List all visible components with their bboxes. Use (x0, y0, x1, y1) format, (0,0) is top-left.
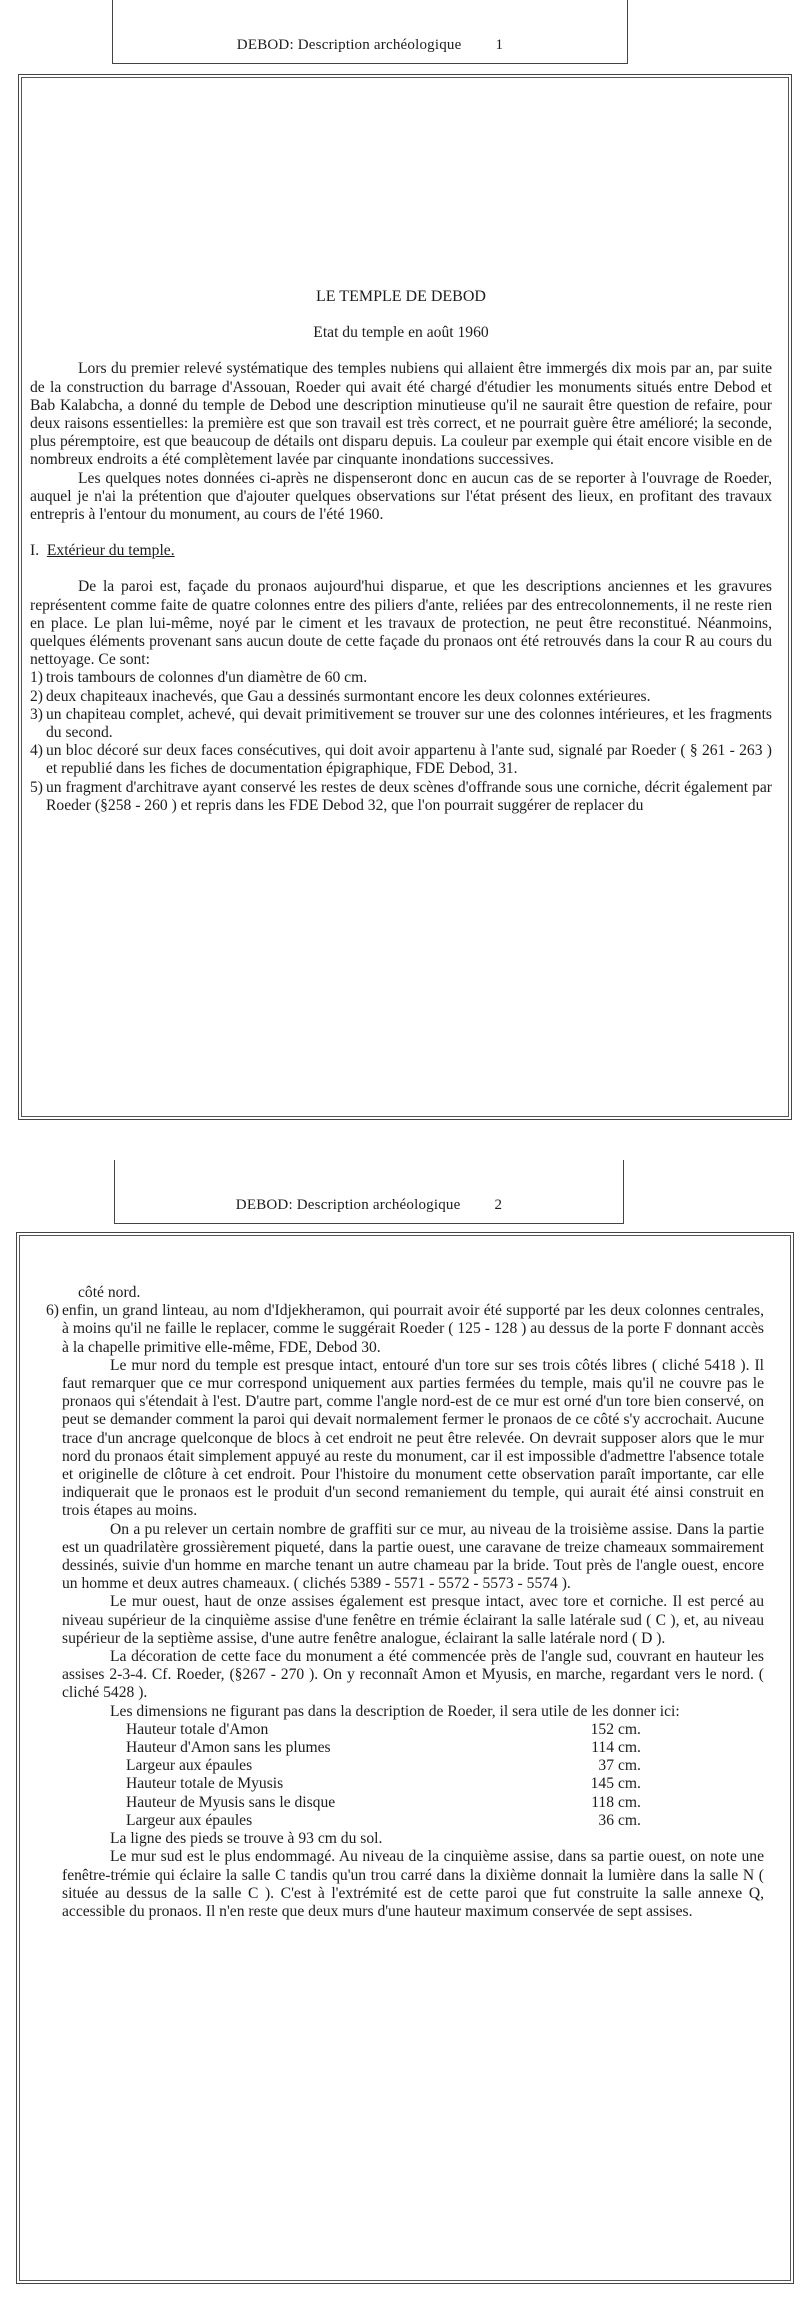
paragraph: On a pu relever un certain nombre de graffiti sur ce mur, au niveau de la troisième assise. Dans la partie est un quadrilatère grossièrement piqueté, dans la partie ouest, une caravane de treize chameaux sommairement dessinés, suivie d'un homme en marche tenant un autre chameau par la bride. Tout près de l'angle ouest, encore un homme et deux autres chameaux. ( clichés 5389 - 5571 - 5572 - 5573 - 5574 ). (62, 1520, 764, 1593)
section-title: Extérieur du temple. (46, 542, 175, 560)
list-item: 6) enfin, un grand linteau, au nom d'Idjekheramon, qui pourrait avoir été supporté par les deux colonnes centrales, à moins qu'il ne faille le replacer, comme le suggérait Roeder ( 125 - 128 ) au dessus de la porte F donnant accès à la chapelle primitive elle-même, FDE, Debod 30. (46, 1302, 764, 1356)
table-row: Hauteur totale d'Amon 152 cm. (126, 1720, 641, 1738)
header-title: DEBOD: Description archéologique (236, 37, 462, 53)
dimensions-table (126, 1721, 641, 1830)
paragraph: côté nord. (78, 1284, 141, 1301)
list-item: 2) deux chapiteaux inachevés, que Gau a dessinés surmontant encore les deux colonnes extérieures. (30, 687, 651, 705)
page-2-body (46, 1284, 764, 1921)
paragraph: Lors du premier relevé systématique des temples nubiens qui allaient être immergés dix mois par an, par suite de la construction du barrage d'Assouan, Roeder qui avait été chargé d'étudier les monuments situés entre Debod et Bab Kalabcha, a donné du temple de Debod une description minutieuse qu'il ne saurait être question de refaire, pour deux raisons essentielles: la première est que son travail est très correct, et ne pourrait guère être amélioré; la seconde, plus péremptoire, est que beaucoup de détails ont disparu depuis. La couleur par exemple qui était encore visible en de nombreux endroits a été complètement lavée par cinquante inondations successives. (30, 360, 772, 469)
list-item: 1) trois tambours de colonnes d'un diamètre de 60 cm. (30, 669, 368, 687)
page-number: 1 (495, 37, 504, 53)
paragraph: Le mur ouest, haut de onze assises également est presque intact, avec tore et corniche. Il est percé au niveau supérieur de la cinquième assise d'une fenêtre en trémie éclairant la salle latérale sud ( C ), et, au niveau supérieur de la septième assise, d'une autre fenêtre analogue, éclairant la salle latérale nord ( D ). (62, 1593, 764, 1647)
header-title: DEBOD: Description archéologique (235, 1197, 461, 1213)
paragraph: La décoration de cette face du monument a été commencée près de l'angle sud, couvrant en hauteur les assises 2-3-4. Cf. Roeder, (§267 - 270 ). On y reconnaît Amon et Myusis, en marche, regardant vers le nord. ( cliché 5428 ). (62, 1648, 764, 1702)
document-subtitle: Etat du temple en août 1960 (313, 324, 489, 342)
document-title: LE TEMPLE DE DEBOD (316, 288, 486, 305)
paragraph: Le mur nord du temple est presque intact, entouré d'un tore sur ses trois côtés libres ( cliché 5418 ). Il faut remarquer que ce mur correspond uniquement aux parties fermées du temple, mais qu'il ne couvre pas le pronaos qui s'étendait à l'est. D'autre part, comme l'angle nord-est de ce mur est orné d'un tore bien conservé, on peut se demander comment la paroi qui devait normalement fermer le pronaos de ce côté s'y accrochait. Aucune trace d'un ancrage quelconque de blocs à cet endroit ne peut être relevée. On devrait supposer alors que le mur nord du pronaos était simplement appuyé au reste du monument, car il est impossible d'admettre l'absence totale et originelle de clôture à cet endroit. Pour l'histoire du monument cette observation paraît importante, car elle indiquerait que le pronaos est le produit d'un second remaniement du temple, qui aurait été ainsi construit en trois étapes au moins. (62, 1356, 764, 1520)
list-item: 4) un bloc décoré sur deux faces consécutives, qui doit avoir appartenu à l'ante sud, signalé par Roeder ( § 261 - 263 ) et republié dans les fiches de documentation épigraphique, FDE Debod, 31. (30, 742, 772, 778)
page-header (114, 1160, 624, 1224)
item-list (30, 669, 772, 815)
item-list (46, 1302, 764, 1357)
table-row: Largeur aux épaules 37 cm. (126, 1757, 641, 1775)
table-row: Largeur aux épaules 36 cm. (126, 1811, 641, 1829)
page-1 (0, 0, 800, 1130)
paragraph: Les quelques notes données ci-après ne dispenseront donc en aucun cas de se reporter à l'ouvrage de Roeder, auquel je n'ai la prétention que d'ajouter quelques observations sur l'état présent des lieux, en profitant des travaux entrepris à l'entour du monument, au cours de l'été 1960. (30, 469, 772, 524)
page-2 (0, 1160, 800, 2298)
section-number: I. (30, 542, 40, 560)
list-item: 3) un chapiteau complet, achevé, qui devait primitivement se trouver sur une des colonnes intérieures, et les fragments du second. (30, 705, 772, 742)
section-heading (30, 542, 772, 560)
paragraph: La ligne des pieds se trouve à 93 cm du sol. (110, 1830, 383, 1848)
list-item: 5) un fragment d'architrave ayant conservé les restes de deux scènes d'offrande sous une corniche, décrit également par Roeder (§258 - 260 ) et repris dans les FDE Debod 32, que l'on pourrait suggérer de replacer du (30, 778, 772, 814)
paragraph: Le mur sud est le plus endommagé. Au niveau de la cinquième assise, dans sa partie ouest, on note une fenêtre-trémie qui éclaire la salle C tandis qu'un trou carré dans la dixième donnait la lumière dans la salle N ( située au dessus de la salle C ). C'est à l'extrémité est de cette paroi que fut construite la salle annexe Q, accessible du pronaos. Il n'en reste que deux murs d'une hauteur maximum conservée de sept assises. (62, 1848, 764, 1920)
paragraph: De la paroi est, façade du pronaos aujourd'hui disparue, et que les descriptions anciennes et les gravures représentent comme faite de quatre colonnes entre des piliers d'ante, reliées par des entrecolonnements, il ne reste rien en place. Le plan lui-même, noyé par le ciment et les travaux de protection, ne peut être reconstitué. Néanmoins, quelques éléments provenant sans aucun doute de cette façade du pronaos ont été retrouvés dans la cour R au cours du nettoyage. Ce sont: (30, 578, 772, 669)
page-number: 2 (494, 1197, 503, 1213)
page-1-body (30, 288, 772, 815)
table-row: Hauteur totale de Myusis 145 cm. (126, 1775, 641, 1793)
table-row: Hauteur d'Amon sans les plumes 114 cm. (126, 1739, 641, 1757)
paragraph: Les dimensions ne figurant pas dans la description de Roeder, il sera utile de les donner ici: (110, 1702, 680, 1720)
page-header (112, 0, 628, 64)
table-row: Hauteur de Myusis sans le disque 118 cm. (126, 1793, 641, 1811)
